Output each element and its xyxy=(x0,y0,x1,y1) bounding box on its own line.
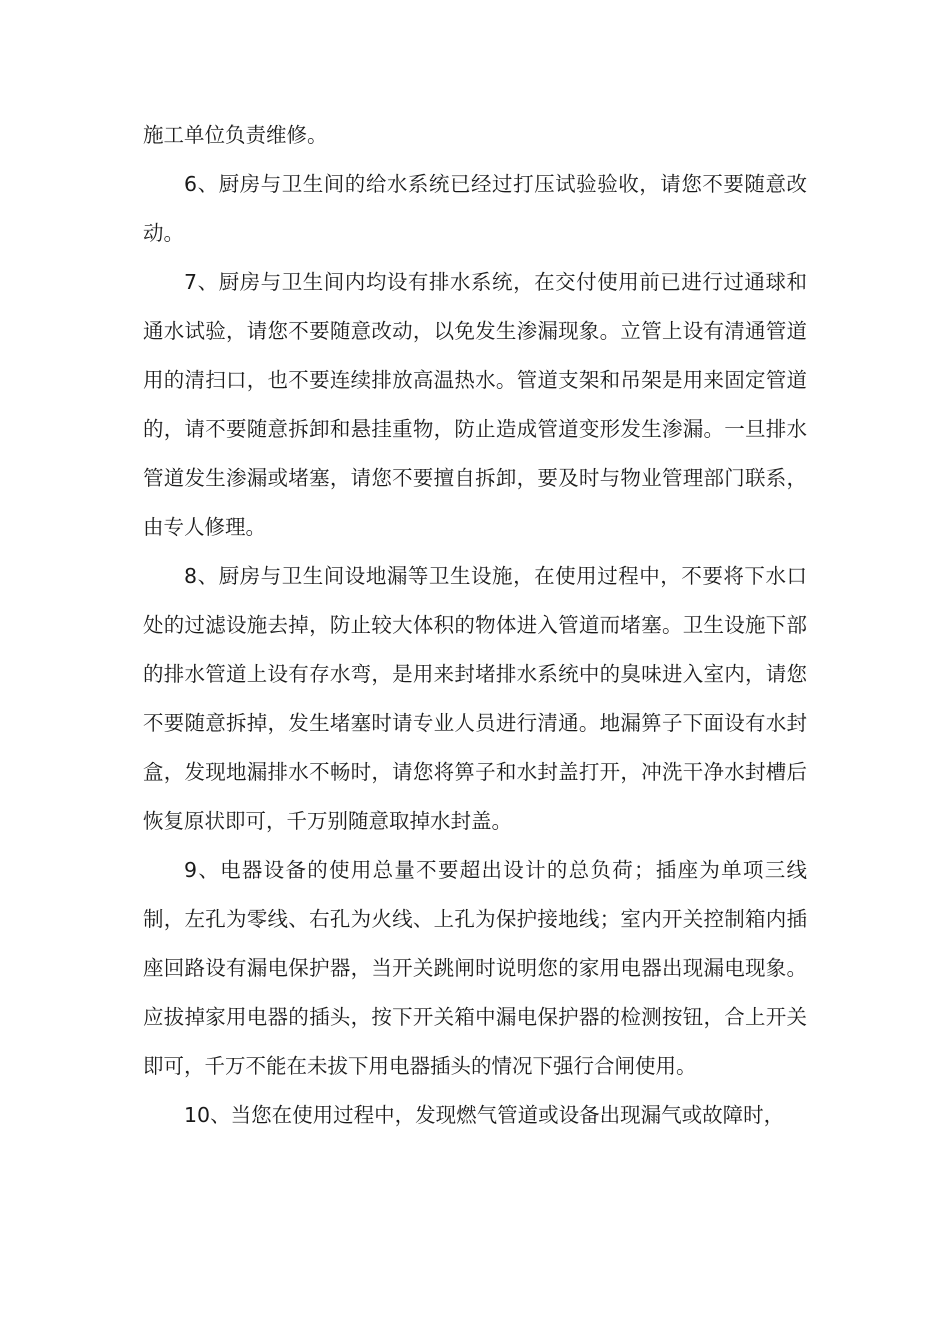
document-body xyxy=(143,111,807,1140)
paragraph-item-9: 9、电器设备的使用总量不要超出设计的总负荷；插座为单项三线制，左孔为零线、右孔为火线、上孔为保护接地线；室内开关控制箱内插座回路设有漏电保护器，当开关跳闸时说明您的家用电器出现漏电现象。应拔掉家用电器的插头，按下开关箱中漏电保护器的检测按钮，合上开关即可，千万不能在未拔下用电器插头的情况下强行合闸使用。 xyxy=(143,858,807,1078)
paragraph-continuation: 施工单位负责维修。 xyxy=(143,123,328,147)
paragraph-item-7: 7、厨房与卫生间内均设有排水系统，在交付使用前已进行过通球和通水试验，请您不要随意改动，以免发生渗漏现象。立管上设有清通管道用的清扫口，也不要连续排放高温热水。管道支架和吊架是用来固定管道的，请不要随意拆卸和悬挂重物，防止造成管道变形发生渗漏。一旦排水管道发生渗漏或堵塞，请您不要擅自拆卸，要及时与物业管理部门联系，由专人修理。 xyxy=(143,270,807,539)
paragraph-item-10: 10、当您在使用过程中，发现燃气管道或设备出现漏气或故障时， xyxy=(184,1103,785,1127)
paragraph-item-8: 8、厨房与卫生间设地漏等卫生设施，在使用过程中，不要将下水口处的过滤设施去掉，防止较大体积的物体进入管道而堵塞。卫生设施下部的排水管道上设有存水弯，是用来封堵排水系统中的臭味进入室内，请您不要随意拆掉，发生堵塞时请专业人员进行清通。地漏箅子下面设有水封盒，发现地漏排水不畅时，请您将箅子和水封盖打开，冲洗干净水封槽后恢复原状即可，千万别随意取掉水封盖。 xyxy=(143,564,807,833)
paragraph-item-6: 6、厨房与卫生间的给水系统已经过打压试验验收，请您不要随意改动。 xyxy=(143,172,807,245)
